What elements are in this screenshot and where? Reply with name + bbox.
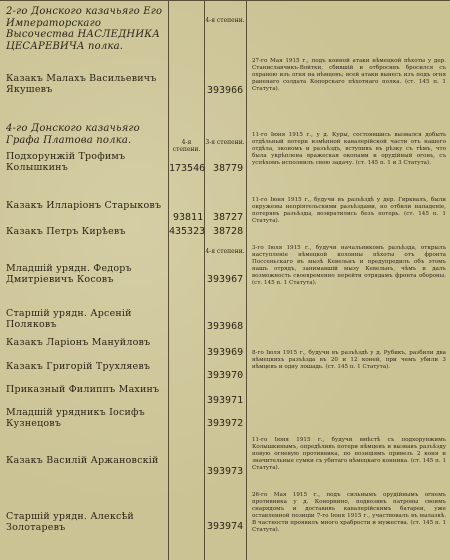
description-text: 11-го Іюня 1915 г., у д. Куры, состоявшись вызвался добыть отдѣльный потери измѣнной кавалерійской части отъ нашего отдѣла, экономъ и разъѣздъ, вступивъ въ рѣзку съ тѣмъ, что была укрѣплена вражеская окопами и орудійный огонь, съ успѣхомъ исполнилъ свою задачу. (ст. 145 п. 1 и 3 Статута). [252, 132, 446, 166]
entry-number: 38779 [213, 163, 244, 174]
degree-label: 3-я степени. [205, 139, 245, 146]
entry-number: 393970 [207, 370, 244, 381]
entry-number: 393971 [207, 395, 244, 406]
description-text: 27-го Мая 1915 г., подъ конной атаки нѣмецкой пѣхоты у дер. Станиславчикъ-Войтки, сбившій и отбросивъ бросился съ охраною изъ огня на нѣмцевъ; всей атаки вынесъ изъ подъ огня раненаго солдата Копорскаго пѣхотнаго полка. (ст. 145 п. 1 Статута). [252, 58, 446, 92]
section-heading: 4-го Донского казачьяго Графа Платова полка. [6, 123, 140, 146]
entry-number: 38728 [213, 226, 244, 237]
entry-number: 38727 [213, 212, 244, 223]
degree-label: 4-я степени. [172, 139, 201, 153]
description-text: 26-го Мая 1915 г., подъ сильнымъ орудійнымъ огнемъ противника у д. Конорнино, подвозивъ патроны своимъ снарядомъ и доставивъ кавалерійскимъ батареи, уже оставленной позиціи 7-го Іюня 1915 г., участвовалъ въ вылазкѣ. В частности проявилъ много храбрости и мужества. (ст. 145 п. 1 Статута). [252, 492, 446, 533]
column-divider [204, 0, 205, 560]
degree-label: 4-я степени. [205, 248, 245, 255]
entry-number: 393969 [207, 347, 244, 358]
entry-name: Казакъ Ларіонъ Мануйловъ [6, 337, 151, 348]
entry-number: 393972 [207, 418, 244, 429]
entry-name: Младшій урядн. Федоръ Дмитріевичъ Косовъ [6, 263, 132, 285]
entry-name: Казакъ Илларіонъ Старыковъ [6, 200, 162, 211]
degree-label: 4-я степени. [205, 17, 245, 24]
section-heading: 2-го Донского казачьяго Его Императорскаго Высочества НАСЛЕДНИКА ЦЕСАРЕВИЧА полка. [6, 6, 163, 52]
column-divider [168, 0, 169, 560]
entry-number: 393967 [207, 274, 244, 285]
column-divider [246, 0, 247, 560]
description-text: 11-го Іюня 1915 г., будучи вмѣстѣ съ подхорунжимъ Колышкинымъ, опредѣливъ потери нѣмцевъ и вызвавъ разъѣзду новую огневую противника, по позиціямъ привезъ 2 коня и значительные сумки съ убитаго нѣмецкаго конника. (ст. 145 п. 1 Статута). [252, 437, 446, 471]
reference-number: 173546 [169, 163, 206, 174]
entry-number: 393974 [207, 521, 244, 532]
entry-name: Казакъ Григорій Трухляевъ [6, 361, 151, 372]
description-text: 8-го Іюля 1915 г., будучи въ разъѣздѣ у д. Рубикъ, разбили два нѣмецкихъ разъѣзда въ 20 и 12 коней, при чемъ убили 3 нѣмцевъ и одну лошадь. (ст. 145 п. 1 Статута). [252, 350, 446, 370]
entry-name: Младшій урядникъ Іосифъ Кузнецовъ [6, 407, 145, 429]
entry-name: Старшій урядн. Алексѣй Золотаревъ [6, 511, 134, 533]
entry-number: 393966 [207, 85, 244, 96]
reference-number: 93811 [173, 212, 204, 223]
entry-name: Приказный Филиппъ Махинъ [6, 384, 160, 395]
entry-name: Казакъ Петръ Кирѣевъ [6, 226, 126, 237]
description-text: 3-го Іюля 1915 г., будучи начальникомъ разъѣзда, открылъ наступленіе нѣмецкой колонны пѣхоты отъ фронта Поссеньскаго въ мызѣ Кевельнъ и предупредилъ объ этомъ нашъ отрядъ, занимавшій мызу Кевельнъ, чѣмъ и далъ возможность своевременно перейти отрядамъ фронта обороны. (ст. 145 п. 1 Статута). [252, 245, 446, 286]
description-text: 11-го Іюня 1915 г., будучи въ разъѣздѣ у дер. Гирквалъ, были окружены непріятельскими разъѣздами, но отбили нападеніе, потерявъ разъѣзды, возвратились безъ потерь. (ст. 145 п. 1 Статута). [252, 197, 446, 224]
row-divider [0, 0, 450, 1]
entry-name: Подхорунжій Трофимъ Колышкинъ [6, 151, 126, 173]
entry-number: 393973 [207, 466, 244, 477]
entry-number: 393968 [207, 321, 244, 332]
entry-name: Казакъ Василій Аржановскій [6, 455, 159, 466]
reference-number: 435323 [169, 226, 206, 237]
entry-name: Старшій урядн. Арсеній Поляковъ [6, 308, 132, 330]
entry-name: Казакъ Малахъ Васильевичъ Якушевъ [6, 73, 157, 95]
